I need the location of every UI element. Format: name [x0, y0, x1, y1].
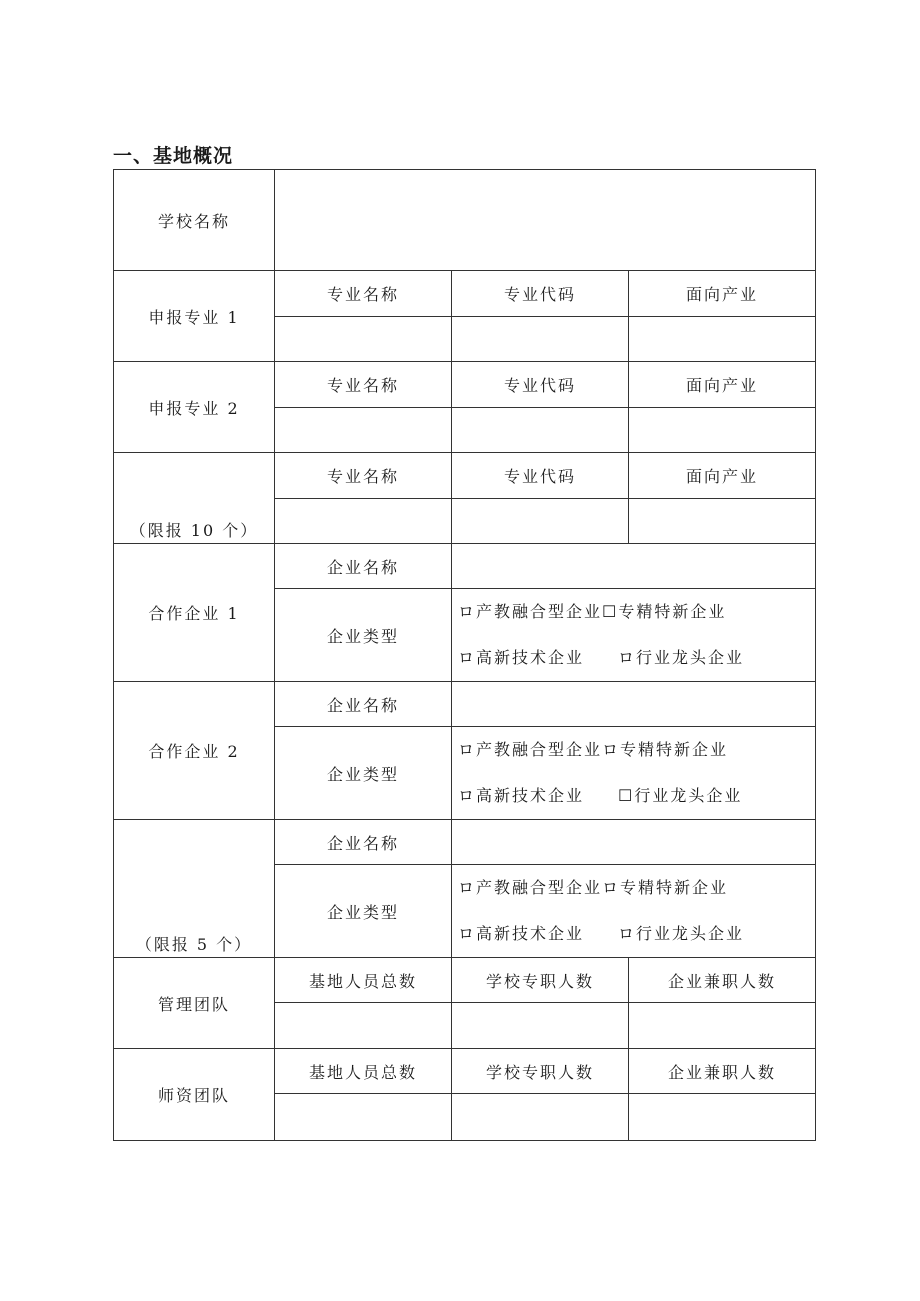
enterprise-2-type-options — [452, 727, 816, 820]
enterprise-type-label: 企业类型 — [275, 727, 452, 820]
management-school-input[interactable] — [452, 1003, 629, 1049]
management-enterprise-input[interactable] — [629, 1003, 816, 1049]
major-2-label: 申报专业 2 — [114, 362, 275, 453]
checkbox-option[interactable]: ロ产教融合型企业 — [458, 602, 603, 621]
enterprise-2-name-row — [114, 682, 816, 727]
enterprise-3-name-row — [114, 820, 816, 865]
enterprise-type-label: 企业类型 — [275, 865, 452, 958]
major-2-code-input[interactable] — [452, 408, 629, 453]
major-3-industry-input[interactable] — [629, 499, 816, 544]
teaching-enterprise-input[interactable] — [629, 1094, 816, 1141]
checkbox-option[interactable]: ☐行业龙头企业 — [618, 786, 743, 805]
enterprise-name-label: 企业名称 — [275, 820, 452, 865]
section-heading: 一、基地概况 — [113, 145, 234, 167]
major-industry-header: 面向产业 — [629, 453, 816, 499]
enterprise-type-label: 企业类型 — [275, 589, 452, 682]
major-3-code-input[interactable] — [452, 499, 629, 544]
teaching-school-input[interactable] — [452, 1094, 629, 1141]
total-staff-header: 基地人员总数 — [275, 958, 452, 1003]
checkbox-option[interactable]: ロ高新技术企业 — [458, 786, 585, 805]
major-2-industry-input[interactable] — [629, 408, 816, 453]
major-industry-header: 面向产业 — [629, 271, 816, 317]
enterprise-2-name-input[interactable] — [452, 682, 816, 727]
checkbox-option[interactable]: ロ行业龙头企业 — [618, 648, 745, 667]
enterprise-limit-label: （限报 5 个） — [114, 820, 275, 958]
teaching-header-row — [114, 1049, 816, 1094]
enterprise-1-name-input[interactable] — [452, 544, 816, 589]
checkbox-option[interactable]: ロ产教融合型企业 — [458, 740, 603, 759]
enterprise-name-label: 企业名称 — [275, 544, 452, 589]
base-overview-table — [113, 169, 816, 1141]
enterprise-3-type-options — [452, 865, 816, 958]
major-3-name-input[interactable] — [275, 499, 452, 544]
enterprise-1-name-row — [114, 544, 816, 589]
management-team-label: 管理团队 — [114, 958, 275, 1049]
major-1-name-input[interactable] — [275, 317, 452, 362]
major-2-name-input[interactable] — [275, 408, 452, 453]
enterprise-3-name-input[interactable] — [452, 820, 816, 865]
management-total-input[interactable] — [275, 1003, 452, 1049]
school-name-label: 学校名称 — [114, 170, 275, 271]
school-fulltime-header: 学校专职人数 — [452, 1049, 629, 1094]
major-code-header: 专业代码 — [452, 453, 629, 499]
school-fulltime-header: 学校专职人数 — [452, 958, 629, 1003]
enterprise-1-label: 合作企业 1 — [114, 544, 275, 682]
enterprise-parttime-header: 企业兼职人数 — [629, 958, 816, 1003]
major-1-label: 申报专业 1 — [114, 271, 275, 362]
management-header-row — [114, 958, 816, 1003]
major-1-code-input[interactable] — [452, 317, 629, 362]
school-name-input[interactable] — [275, 170, 816, 271]
enterprise-1-type-options — [452, 589, 816, 682]
major-industry-header: 面向产业 — [629, 362, 816, 408]
major-3-header-row — [114, 453, 816, 499]
teaching-total-input[interactable] — [275, 1094, 452, 1141]
checkbox-option[interactable]: ☐专精特新企业 — [602, 602, 727, 621]
major-name-header: 专业名称 — [275, 453, 452, 499]
checkbox-option[interactable]: ロ产教融合型企业 — [458, 878, 603, 897]
major-name-header: 专业名称 — [275, 271, 452, 317]
major-1-header-row — [114, 271, 816, 317]
enterprise-2-label: 合作企业 2 — [114, 682, 275, 820]
major-1-industry-input[interactable] — [629, 317, 816, 362]
checkbox-option[interactable]: ロ专精特新企业 — [602, 878, 729, 897]
major-limit-label: （限报 10 个） — [114, 453, 275, 544]
school-row — [114, 170, 816, 271]
checkbox-option[interactable]: ロ高新技术企业 — [458, 648, 585, 667]
enterprise-name-label: 企业名称 — [275, 682, 452, 727]
major-code-header: 专业代码 — [452, 271, 629, 317]
major-code-header: 专业代码 — [452, 362, 629, 408]
checkbox-option[interactable]: ロ行业龙头企业 — [618, 924, 745, 943]
checkbox-option[interactable]: ロ高新技术企业 — [458, 924, 585, 943]
total-staff-header: 基地人员总数 — [275, 1049, 452, 1094]
teaching-team-label: 师资团队 — [114, 1049, 275, 1141]
enterprise-parttime-header: 企业兼职人数 — [629, 1049, 816, 1094]
major-2-header-row — [114, 362, 816, 408]
checkbox-option[interactable]: ロ专精特新企业 — [602, 740, 729, 759]
major-name-header: 专业名称 — [275, 362, 452, 408]
